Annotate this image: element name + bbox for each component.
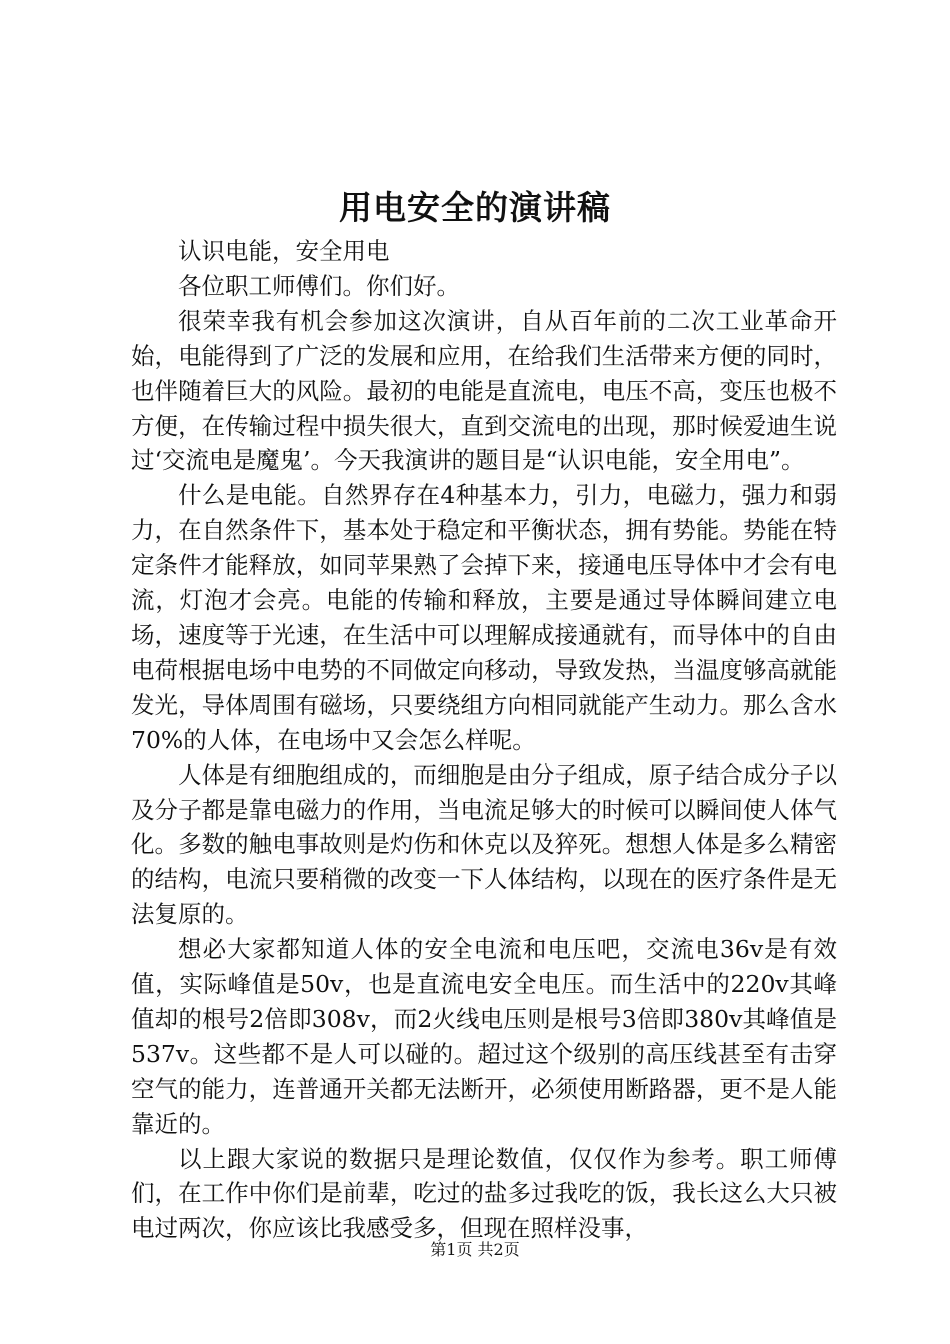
body-paragraph: 人体是有细胞组成的，而细胞是由分子组成，原子结合成分子以及分子都是靠电磁力的作用，当电流足够大的时候可以瞬间使人体气化。多数的触电事故则是灼伤和休克以及猝死。想想人体是多么精密的结构，电流只要稍微的改变一下人体结构，以现在的医疗条件是无法复原的。	[131, 760, 837, 929]
body-paragraph: 以上跟大家说的数据只是理论数值，仅仅作为参考。职工师傅们，在工作中你们是前辈，吃过的盐多过我吃的饭，我长这么大只被电过两次，你应该比我感受多，但现在照样没事，	[131, 1144, 837, 1243]
subtitle-paragraph: 认识电能，安全用电	[178, 237, 390, 265]
page-number-footer: 第1页 共2页	[430, 1240, 520, 1259]
greeting-paragraph: 各位职工师傅们。你们好。	[178, 271, 460, 300]
body-paragraph: 很荣幸我有机会参加这次演讲，自从百年前的二次工业革命开始，电能得到了广泛的发展和应用，在给我们生活带来方便的同时，也伴随着巨大的风险。最初的电能是直流电，电压不高，变压也极不方便，在传输过程中损失很大，直到交流电的出现，那时候爱迪生说过‘交流电是魔鬼’。今天我演讲的题目是“认识电能，安全用电”。	[131, 306, 837, 475]
body-paragraph: 想必大家都知道人体的安全电流和电压吧，交流电36v是有效值，实际峰值是50v，也是直流电安全电压。而生活中的220v其峰值却的根号2倍即308v，而2火线电压则是根号3倍即380v其峰值是537v。这些都不是人可以碰的。超过这个级别的高压线甚至有击穿空气的能力，连普通开关都无法断开，必须使用断路器，更不是人能靠近的。	[131, 935, 837, 1138]
document-title: 用电安全的演讲稿	[339, 188, 611, 227]
document-body	[131, 234, 837, 1246]
body-paragraph: 什么是电能。自然界存在4种基本力，引力，电磁力，强力和弱力，在自然条件下，基本处于稳定和平衡状态，拥有势能。势能在特定条件才能释放，如同苹果熟了会掉下来，接通电压导体中才会有电流，灯泡才会亮。电能的传输和释放，主要是通过导体瞬间建立电场，速度等于光速，在生活中可以理解成接通就有，而导体中的自由电荷根据电场中电势的不同做定向移动，导致发热，当温度够高就能发光，导体周围有磁场，只要绕组方向相同就能产生动力。那么含水70%的人体，在电场中又会怎么样呢。	[131, 481, 837, 754]
